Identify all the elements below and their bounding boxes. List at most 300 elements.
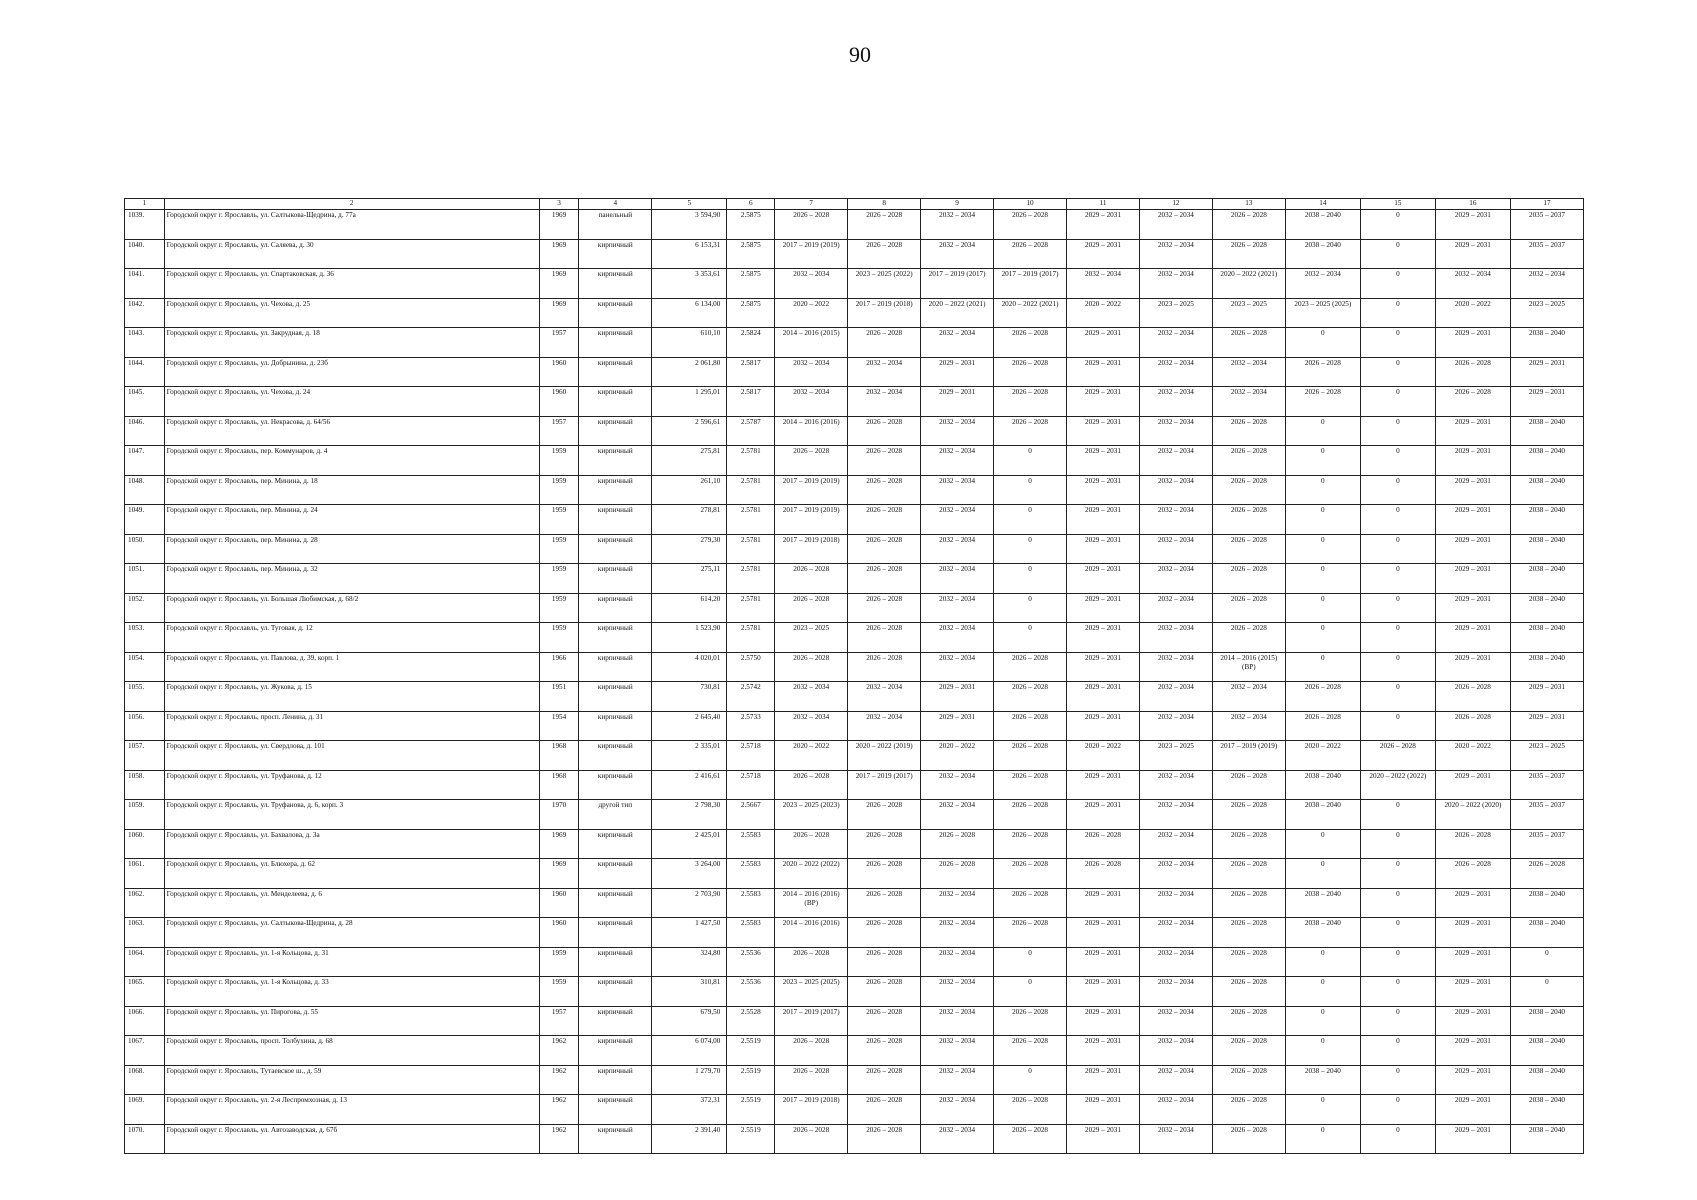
work-period-12-cell: 2032 – 2034	[1139, 1065, 1212, 1095]
row-number-cell: 1052.	[125, 593, 165, 623]
work-period-16-cell: 2029 – 2031	[1435, 1006, 1510, 1036]
work-period-10-cell: 2026 – 2028	[994, 387, 1067, 417]
work-period-8-cell: 2032 – 2034	[848, 711, 921, 741]
column-header: 4	[579, 199, 652, 210]
work-period-17-cell: 2038 – 2040	[1510, 475, 1583, 505]
address-cell: Городской округ г. Ярославль, ул. Закрудная, д. 18	[164, 328, 539, 358]
work-period-16-cell: 2026 – 2028	[1435, 682, 1510, 712]
work-period-13-cell: 2026 – 2028	[1212, 1124, 1285, 1154]
row-number-cell: 1068.	[125, 1065, 165, 1095]
work-period-9-cell: 2032 – 2034	[921, 1006, 994, 1036]
work-period-14-cell: 0	[1285, 623, 1360, 653]
table-row	[125, 416, 1584, 446]
wall-material-cell: кирпичный	[579, 534, 652, 564]
work-period-15-cell: 0	[1360, 652, 1435, 682]
total-area-cell: 1 427,50	[652, 918, 727, 948]
address-cell: Городской округ г. Ярославль, просп. Толбухина, д. 68	[164, 1036, 539, 1066]
work-period-13-cell: 2026 – 2028	[1212, 918, 1285, 948]
index-value-cell: 2.5519	[727, 1036, 775, 1066]
work-period-7-cell: 2026 – 2028	[775, 210, 848, 240]
row-number-cell: 1055.	[125, 682, 165, 712]
index-value-cell: 2.5781	[727, 564, 775, 594]
total-area-cell: 2 596,61	[652, 416, 727, 446]
work-period-13-cell: 2026 – 2028	[1212, 475, 1285, 505]
year-built-cell: 1969	[539, 269, 579, 299]
work-period-14-cell: 2026 – 2028	[1285, 357, 1360, 387]
work-period-17-cell: 2038 – 2040	[1510, 1036, 1583, 1066]
year-built-cell: 1968	[539, 770, 579, 800]
wall-material-cell: другой тип	[579, 800, 652, 830]
index-value-cell: 2.5519	[727, 1065, 775, 1095]
work-period-10-cell: 2026 – 2028	[994, 682, 1067, 712]
year-built-cell: 1959	[539, 534, 579, 564]
total-area-cell: 324,80	[652, 947, 727, 977]
index-value-cell: 2.5519	[727, 1095, 775, 1125]
work-period-10-cell: 0	[994, 623, 1067, 653]
work-period-15-cell: 0	[1360, 888, 1435, 918]
work-period-15-cell: 0	[1360, 328, 1435, 358]
row-number-cell: 1045.	[125, 387, 165, 417]
work-period-10-cell: 0	[994, 1065, 1067, 1095]
work-period-7-cell: 2014 – 2016 (2016)	[775, 918, 848, 948]
work-period-8-cell: 2023 – 2025 (2022)	[848, 269, 921, 299]
work-period-16-cell: 2029 – 2031	[1435, 652, 1510, 682]
work-period-17-cell: 2029 – 2031	[1510, 357, 1583, 387]
index-value-cell: 2.5875	[727, 269, 775, 299]
index-value-cell: 2.5742	[727, 682, 775, 712]
work-period-10-cell: 2026 – 2028	[994, 770, 1067, 800]
table-row	[125, 682, 1584, 712]
work-period-16-cell: 2029 – 2031	[1435, 1095, 1510, 1125]
work-period-12-cell: 2032 – 2034	[1139, 387, 1212, 417]
total-area-cell: 261,10	[652, 475, 727, 505]
work-period-16-cell: 2020 – 2022	[1435, 741, 1510, 771]
work-period-7-cell: 2032 – 2034	[775, 387, 848, 417]
wall-material-cell: кирпичный	[579, 859, 652, 889]
work-period-15-cell: 0	[1360, 475, 1435, 505]
work-period-17-cell: 2038 – 2040	[1510, 652, 1583, 682]
table-row	[125, 947, 1584, 977]
work-period-13-cell: 2017 – 2019 (2019)	[1212, 741, 1285, 771]
work-period-8-cell: 2017 – 2019 (2018)	[848, 298, 921, 328]
total-area-cell: 1 279,70	[652, 1065, 727, 1095]
table-row	[125, 475, 1584, 505]
work-period-14-cell: 2023 – 2025 (2025)	[1285, 298, 1360, 328]
index-value-cell: 2.5781	[727, 446, 775, 476]
column-header: 1	[125, 199, 165, 210]
address-cell: Городской округ г. Ярославль, ул. Саляева, д. 30	[164, 239, 539, 269]
work-period-14-cell: 2038 – 2040	[1285, 1065, 1360, 1095]
address-cell: Городской округ г. Ярославль, ул. Блюхера, д. 62	[164, 859, 539, 889]
work-period-7-cell: 2014 – 2016 (2016) (ВР)	[775, 888, 848, 918]
work-period-13-cell: 2026 – 2028	[1212, 829, 1285, 859]
column-header: 3	[539, 199, 579, 210]
row-number-cell: 1057.	[125, 741, 165, 771]
total-area-cell: 3 264,00	[652, 859, 727, 889]
work-period-13-cell: 2026 – 2028	[1212, 770, 1285, 800]
work-period-9-cell: 2029 – 2031	[921, 387, 994, 417]
work-period-11-cell: 2029 – 2031	[1067, 947, 1140, 977]
work-period-7-cell: 2017 – 2019 (2017)	[775, 1006, 848, 1036]
wall-material-cell: кирпичный	[579, 623, 652, 653]
work-period-14-cell: 2038 – 2040	[1285, 888, 1360, 918]
wall-material-cell: кирпичный	[579, 1095, 652, 1125]
work-period-12-cell: 2032 – 2034	[1139, 416, 1212, 446]
address-cell: Городской округ г. Ярославль, ул. 1-я Кольцова, д. 31	[164, 947, 539, 977]
work-period-10-cell: 2026 – 2028	[994, 416, 1067, 446]
work-period-15-cell: 0	[1360, 357, 1435, 387]
total-area-cell: 372,31	[652, 1095, 727, 1125]
work-period-11-cell: 2029 – 2031	[1067, 1006, 1140, 1036]
index-value-cell: 2.5781	[727, 534, 775, 564]
wall-material-cell: кирпичный	[579, 387, 652, 417]
work-period-12-cell: 2032 – 2034	[1139, 239, 1212, 269]
work-period-11-cell: 2029 – 2031	[1067, 416, 1140, 446]
work-period-15-cell: 0	[1360, 1065, 1435, 1095]
work-period-17-cell: 2023 – 2025	[1510, 741, 1583, 771]
work-period-8-cell: 2026 – 2028	[848, 328, 921, 358]
work-period-13-cell: 2026 – 2028	[1212, 534, 1285, 564]
total-area-cell: 610,10	[652, 328, 727, 358]
work-period-11-cell: 2029 – 2031	[1067, 1036, 1140, 1066]
work-period-11-cell: 2032 – 2034	[1067, 269, 1140, 299]
work-period-9-cell: 2032 – 2034	[921, 210, 994, 240]
work-period-10-cell: 2026 – 2028	[994, 357, 1067, 387]
table-row	[125, 1065, 1584, 1095]
work-period-13-cell: 2032 – 2034	[1212, 682, 1285, 712]
work-period-17-cell: 2038 – 2040	[1510, 918, 1583, 948]
work-period-14-cell: 0	[1285, 829, 1360, 859]
work-period-8-cell: 2032 – 2034	[848, 387, 921, 417]
index-value-cell: 2.5817	[727, 387, 775, 417]
row-number-cell: 1069.	[125, 1095, 165, 1125]
work-period-17-cell: 2038 – 2040	[1510, 505, 1583, 535]
work-period-14-cell: 2038 – 2040	[1285, 918, 1360, 948]
work-period-15-cell: 0	[1360, 593, 1435, 623]
total-area-cell: 730,81	[652, 682, 727, 712]
work-period-9-cell: 2032 – 2034	[921, 505, 994, 535]
work-period-7-cell: 2014 – 2016 (2016)	[775, 416, 848, 446]
work-period-15-cell: 0	[1360, 682, 1435, 712]
year-built-cell: 1969	[539, 298, 579, 328]
work-period-14-cell: 2038 – 2040	[1285, 239, 1360, 269]
work-period-10-cell: 2026 – 2028	[994, 1124, 1067, 1154]
work-period-14-cell: 0	[1285, 947, 1360, 977]
work-period-11-cell: 2029 – 2031	[1067, 446, 1140, 476]
table-row	[125, 918, 1584, 948]
wall-material-cell: кирпичный	[579, 416, 652, 446]
work-period-8-cell: 2026 – 2028	[848, 947, 921, 977]
year-built-cell: 1969	[539, 859, 579, 889]
work-period-13-cell: 2026 – 2028	[1212, 859, 1285, 889]
work-period-9-cell: 2029 – 2031	[921, 682, 994, 712]
year-built-cell: 1962	[539, 1036, 579, 1066]
work-period-8-cell: 2026 – 2028	[848, 859, 921, 889]
work-period-11-cell: 2029 – 2031	[1067, 652, 1140, 682]
work-period-8-cell: 2017 – 2019 (2017)	[848, 770, 921, 800]
work-period-11-cell: 2029 – 2031	[1067, 505, 1140, 535]
work-period-13-cell: 2026 – 2028	[1212, 239, 1285, 269]
work-period-13-cell: 2026 – 2028	[1212, 564, 1285, 594]
year-built-cell: 1970	[539, 800, 579, 830]
work-period-9-cell: 2029 – 2031	[921, 711, 994, 741]
wall-material-cell: кирпичный	[579, 711, 652, 741]
work-period-14-cell: 2020 – 2022	[1285, 741, 1360, 771]
total-area-cell: 2 335,01	[652, 741, 727, 771]
index-value-cell: 2.5718	[727, 770, 775, 800]
year-built-cell: 1959	[539, 623, 579, 653]
total-area-cell: 614,20	[652, 593, 727, 623]
table-row	[125, 357, 1584, 387]
year-built-cell: 1959	[539, 505, 579, 535]
work-period-7-cell: 2020 – 2022 (2022)	[775, 859, 848, 889]
index-value-cell: 2.5787	[727, 416, 775, 446]
row-number-cell: 1063.	[125, 918, 165, 948]
address-cell: Городской округ г. Ярославль, ул. Добрынина, д. 23б	[164, 357, 539, 387]
work-period-12-cell: 2032 – 2034	[1139, 859, 1212, 889]
total-area-cell: 275,81	[652, 446, 727, 476]
wall-material-cell: кирпичный	[579, 888, 652, 918]
wall-material-cell: кирпичный	[579, 475, 652, 505]
total-area-cell: 3 594,90	[652, 210, 727, 240]
year-built-cell: 1960	[539, 357, 579, 387]
work-period-14-cell: 0	[1285, 416, 1360, 446]
work-period-7-cell: 2026 – 2028	[775, 593, 848, 623]
work-period-7-cell: 2017 – 2019 (2018)	[775, 534, 848, 564]
address-cell: Городской округ г. Ярославль, пер. Минина, д. 18	[164, 475, 539, 505]
work-period-17-cell: 2038 – 2040	[1510, 623, 1583, 653]
total-area-cell: 310,81	[652, 977, 727, 1007]
row-number-cell: 1056.	[125, 711, 165, 741]
index-value-cell: 2.5750	[727, 652, 775, 682]
index-value-cell: 2.5583	[727, 859, 775, 889]
work-period-15-cell: 0	[1360, 711, 1435, 741]
index-value-cell: 2.5875	[727, 239, 775, 269]
work-period-10-cell: 2026 – 2028	[994, 328, 1067, 358]
work-period-11-cell: 2029 – 2031	[1067, 623, 1140, 653]
work-period-14-cell: 0	[1285, 475, 1360, 505]
work-period-15-cell: 0	[1360, 269, 1435, 299]
total-area-cell: 6 153,31	[652, 239, 727, 269]
index-value-cell: 2.5536	[727, 977, 775, 1007]
address-cell: Городской округ г. Ярославль, пер. Коммунаров, д. 4	[164, 446, 539, 476]
work-period-11-cell: 2029 – 2031	[1067, 1065, 1140, 1095]
table-header-row	[125, 199, 1584, 210]
table-row	[125, 623, 1584, 653]
work-period-8-cell: 2026 – 2028	[848, 652, 921, 682]
work-period-17-cell: 2038 – 2040	[1510, 416, 1583, 446]
row-number-cell: 1040.	[125, 239, 165, 269]
work-period-12-cell: 2032 – 2034	[1139, 446, 1212, 476]
work-period-16-cell: 2029 – 2031	[1435, 977, 1510, 1007]
work-period-8-cell: 2026 – 2028	[848, 918, 921, 948]
work-period-16-cell: 2029 – 2031	[1435, 564, 1510, 594]
year-built-cell: 1966	[539, 652, 579, 682]
address-cell: Городской округ г. Ярославль, ул. Салтыкова-Щедрина, д. 28	[164, 918, 539, 948]
row-number-cell: 1044.	[125, 357, 165, 387]
work-period-13-cell: 2032 – 2034	[1212, 387, 1285, 417]
work-period-17-cell: 2032 – 2034	[1510, 269, 1583, 299]
work-period-17-cell: 2038 – 2040	[1510, 1006, 1583, 1036]
year-built-cell: 1957	[539, 1006, 579, 1036]
work-period-13-cell: 2026 – 2028	[1212, 1006, 1285, 1036]
work-period-7-cell: 2026 – 2028	[775, 947, 848, 977]
work-period-9-cell: 2032 – 2034	[921, 564, 994, 594]
column-header: 6	[727, 199, 775, 210]
work-period-8-cell: 2026 – 2028	[848, 593, 921, 623]
row-number-cell: 1039.	[125, 210, 165, 240]
index-value-cell: 2.5817	[727, 357, 775, 387]
address-cell: Городской округ г. Ярославль, ул. Свердлова, д. 101	[164, 741, 539, 771]
work-period-11-cell: 2026 – 2028	[1067, 829, 1140, 859]
total-area-cell: 2 416,61	[652, 770, 727, 800]
work-period-13-cell: 2026 – 2028	[1212, 210, 1285, 240]
work-period-16-cell: 2026 – 2028	[1435, 829, 1510, 859]
index-value-cell: 2.5781	[727, 475, 775, 505]
work-period-12-cell: 2032 – 2034	[1139, 1036, 1212, 1066]
work-period-17-cell: 2038 – 2040	[1510, 888, 1583, 918]
work-period-9-cell: 2032 – 2034	[921, 446, 994, 476]
wall-material-cell: кирпичный	[579, 593, 652, 623]
index-value-cell: 2.5875	[727, 210, 775, 240]
total-area-cell: 275,11	[652, 564, 727, 594]
address-cell: Городской округ г. Ярославль, ул. Чехова, д. 24	[164, 387, 539, 417]
work-period-17-cell: 2038 – 2040	[1510, 564, 1583, 594]
work-period-15-cell: 0	[1360, 505, 1435, 535]
work-period-13-cell: 2026 – 2028	[1212, 416, 1285, 446]
work-period-14-cell: 0	[1285, 505, 1360, 535]
work-period-13-cell: 2023 – 2025	[1212, 298, 1285, 328]
table-row	[125, 770, 1584, 800]
table-row	[125, 564, 1584, 594]
work-period-11-cell: 2029 – 2031	[1067, 1124, 1140, 1154]
work-period-12-cell: 2023 – 2025	[1139, 741, 1212, 771]
table-row	[125, 210, 1584, 240]
work-period-17-cell: 2038 – 2040	[1510, 328, 1583, 358]
work-period-14-cell: 0	[1285, 1036, 1360, 1066]
work-period-8-cell: 2026 – 2028	[848, 623, 921, 653]
work-period-17-cell: 2038 – 2040	[1510, 1124, 1583, 1154]
work-period-7-cell: 2020 – 2022	[775, 298, 848, 328]
work-period-8-cell: 2026 – 2028	[848, 1065, 921, 1095]
table-row	[125, 239, 1584, 269]
address-cell: Городской округ г. Ярославль, ул. Павлова, д. 39, корп. 1	[164, 652, 539, 682]
work-period-9-cell: 2026 – 2028	[921, 829, 994, 859]
work-period-14-cell: 2026 – 2028	[1285, 711, 1360, 741]
table-row	[125, 269, 1584, 299]
total-area-cell: 2 703,90	[652, 888, 727, 918]
work-period-10-cell: 2026 – 2028	[994, 210, 1067, 240]
work-period-8-cell: 2026 – 2028	[848, 829, 921, 859]
wall-material-cell: кирпичный	[579, 1124, 652, 1154]
year-built-cell: 1957	[539, 328, 579, 358]
work-period-15-cell: 0	[1360, 298, 1435, 328]
work-period-15-cell: 2026 – 2028	[1360, 741, 1435, 771]
work-period-12-cell: 2032 – 2034	[1139, 210, 1212, 240]
wall-material-cell: кирпичный	[579, 829, 652, 859]
work-period-7-cell: 2026 – 2028	[775, 446, 848, 476]
total-area-cell: 279,30	[652, 534, 727, 564]
work-period-14-cell: 0	[1285, 1124, 1360, 1154]
work-period-13-cell: 2026 – 2028	[1212, 505, 1285, 535]
total-area-cell: 278,81	[652, 505, 727, 535]
work-period-13-cell: 2026 – 2028	[1212, 977, 1285, 1007]
address-cell: Городской округ г. Ярославль, ул. Труфанова, д. 12	[164, 770, 539, 800]
row-number-cell: 1058.	[125, 770, 165, 800]
year-built-cell: 1962	[539, 1124, 579, 1154]
work-period-12-cell: 2032 – 2034	[1139, 357, 1212, 387]
work-period-10-cell: 2026 – 2028	[994, 741, 1067, 771]
work-period-8-cell: 2020 – 2022 (2019)	[848, 741, 921, 771]
work-period-7-cell: 2032 – 2034	[775, 682, 848, 712]
work-period-10-cell: 2017 – 2019 (2017)	[994, 269, 1067, 299]
total-area-cell: 2 425,01	[652, 829, 727, 859]
wall-material-cell: панельный	[579, 210, 652, 240]
work-period-7-cell: 2017 – 2019 (2018)	[775, 1095, 848, 1125]
address-cell: Городской округ г. Ярославль, ул. Большая Любимская, д. 68/2	[164, 593, 539, 623]
row-number-cell: 1065.	[125, 977, 165, 1007]
work-period-8-cell: 2026 – 2028	[848, 534, 921, 564]
work-period-7-cell: 2023 – 2025 (2023)	[775, 800, 848, 830]
work-period-11-cell: 2029 – 2031	[1067, 1095, 1140, 1125]
work-period-7-cell: 2017 – 2019 (2019)	[775, 475, 848, 505]
work-period-13-cell: 2032 – 2034	[1212, 357, 1285, 387]
work-period-14-cell: 2038 – 2040	[1285, 800, 1360, 830]
work-period-16-cell: 2029 – 2031	[1435, 1036, 1510, 1066]
work-period-10-cell: 2026 – 2028	[994, 800, 1067, 830]
row-number-cell: 1046.	[125, 416, 165, 446]
table-row	[125, 888, 1584, 918]
wall-material-cell: кирпичный	[579, 446, 652, 476]
work-period-13-cell: 2014 – 2016 (2015) (ВР)	[1212, 652, 1285, 682]
work-period-12-cell: 2032 – 2034	[1139, 475, 1212, 505]
work-period-15-cell: 2020 – 2022 (2022)	[1360, 770, 1435, 800]
work-period-9-cell: 2032 – 2034	[921, 770, 994, 800]
index-value-cell: 2.5781	[727, 505, 775, 535]
schedule-table-wrap	[124, 198, 1584, 1154]
work-period-15-cell: 0	[1360, 829, 1435, 859]
work-period-9-cell: 2032 – 2034	[921, 947, 994, 977]
work-period-13-cell: 2026 – 2028	[1212, 1095, 1285, 1125]
work-period-8-cell: 2026 – 2028	[848, 800, 921, 830]
index-value-cell: 2.5824	[727, 328, 775, 358]
column-header: 2	[164, 199, 539, 210]
index-value-cell: 2.5781	[727, 593, 775, 623]
address-cell: Городской округ г. Ярославль, ул. 1-я Кольцова, д. 33	[164, 977, 539, 1007]
address-cell: Городской округ г. Ярославль, ул. Спартаковская, д. 36	[164, 269, 539, 299]
work-period-16-cell: 2029 – 2031	[1435, 593, 1510, 623]
index-value-cell: 2.5733	[727, 711, 775, 741]
work-period-17-cell: 2038 – 2040	[1510, 446, 1583, 476]
table-row	[125, 446, 1584, 476]
work-period-14-cell: 0	[1285, 977, 1360, 1007]
work-period-16-cell: 2029 – 2031	[1435, 888, 1510, 918]
work-period-17-cell: 2035 – 2037	[1510, 210, 1583, 240]
column-header: 9	[921, 199, 994, 210]
work-period-7-cell: 2023 – 2025	[775, 623, 848, 653]
work-period-7-cell: 2026 – 2028	[775, 770, 848, 800]
work-period-9-cell: 2020 – 2022	[921, 741, 994, 771]
column-header: 11	[1067, 199, 1140, 210]
table-row	[125, 711, 1584, 741]
year-built-cell: 1962	[539, 1095, 579, 1125]
wall-material-cell: кирпичный	[579, 682, 652, 712]
wall-material-cell: кирпичный	[579, 652, 652, 682]
work-period-16-cell: 2029 – 2031	[1435, 416, 1510, 446]
work-period-17-cell: 2029 – 2031	[1510, 682, 1583, 712]
year-built-cell: 1969	[539, 829, 579, 859]
work-period-15-cell: 0	[1360, 210, 1435, 240]
